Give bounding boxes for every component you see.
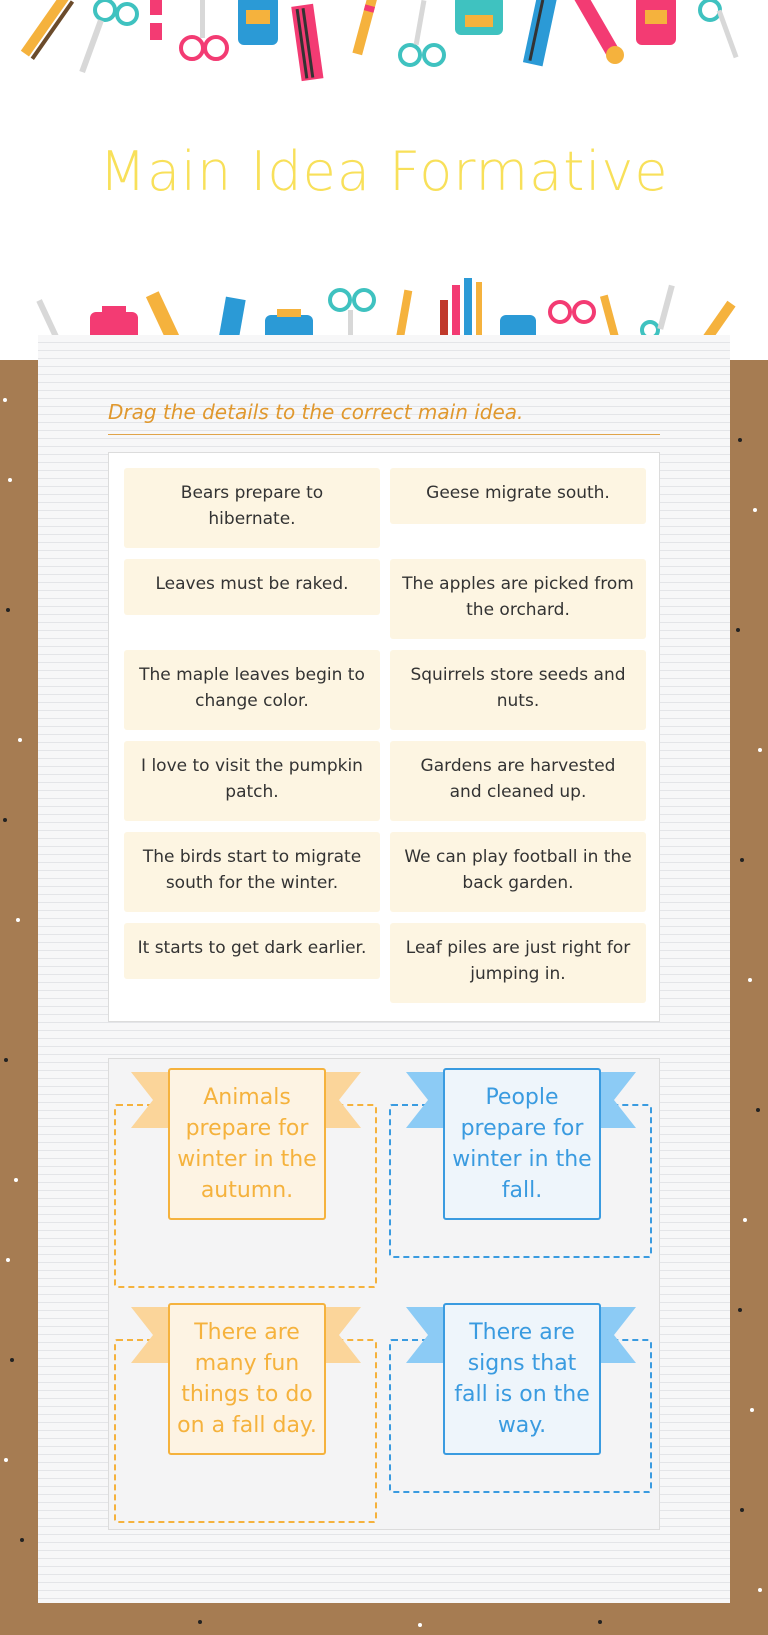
- pencil-icon: [150, 0, 162, 40]
- main-idea-label: People prepare for winter in the fall.: [443, 1068, 601, 1220]
- pencil-icon: [21, 0, 74, 60]
- detail-card[interactable]: I love to visit the pumpkin patch.: [124, 741, 380, 821]
- detail-card[interactable]: Leaf piles are just right for jumping in.: [390, 923, 646, 1003]
- dropzone-signs-of-fall[interactable]: [389, 1320, 652, 1493]
- pencil-icon: [396, 290, 413, 341]
- dropzone-fun-things[interactable]: [114, 1320, 377, 1523]
- scissors-icon: [550, 302, 594, 322]
- detail-card[interactable]: Gardens are harvested and cleaned up.: [390, 741, 646, 821]
- scissors-icon: [330, 290, 374, 340]
- pencil-icon: [352, 0, 377, 55]
- detail-card[interactable]: It starts to get dark earlier.: [124, 923, 380, 979]
- backpack-icon: [238, 0, 278, 45]
- main-idea-label: Animals prepare for winter in the autumn.: [168, 1068, 326, 1220]
- book-icon: [291, 4, 323, 81]
- instructions-text: Drag the details to the correct main idea.: [108, 400, 660, 435]
- scissors-icon: [700, 0, 738, 58]
- backpack-icon: [636, 0, 676, 45]
- scissors-icon: [181, 0, 227, 59]
- page-header: [0, 0, 768, 360]
- dropzone-animals[interactable]: [114, 1085, 377, 1288]
- detail-card[interactable]: Bears prepare to hibernate.: [124, 468, 380, 548]
- scissors-icon: [79, 0, 137, 73]
- detail-card[interactable]: The maple leaves begin to change color.: [124, 650, 380, 730]
- detail-card[interactable]: Geese migrate south.: [390, 468, 646, 524]
- detail-card[interactable]: We can play football in the back garden.: [390, 832, 646, 912]
- main-idea-label: There are signs that fall is on the way.: [443, 1303, 601, 1455]
- detail-card[interactable]: The birds start to migrate south for the winter.: [124, 832, 380, 912]
- detail-card[interactable]: The apples are picked from the orchard.: [390, 559, 646, 639]
- page-title: Main Idea Formative: [99, 140, 669, 203]
- pencil-icon: [600, 295, 619, 341]
- detail-card[interactable]: Leaves must be raked.: [124, 559, 380, 615]
- dropzone-people[interactable]: [389, 1085, 652, 1258]
- details-panel: [108, 452, 660, 1022]
- backpack-icon: [455, 0, 503, 35]
- main-ideas-panel: [108, 1058, 660, 1530]
- book-icon: [440, 278, 482, 340]
- scissors-icon: [642, 285, 675, 338]
- pencil-icon: [573, 0, 624, 64]
- detail-card[interactable]: Squirrels store seeds and nuts.: [390, 650, 646, 730]
- main-idea-label: There are many fun things to do on a fall day.: [168, 1303, 326, 1455]
- scissors-icon: [400, 0, 444, 65]
- book-icon: [523, 0, 557, 66]
